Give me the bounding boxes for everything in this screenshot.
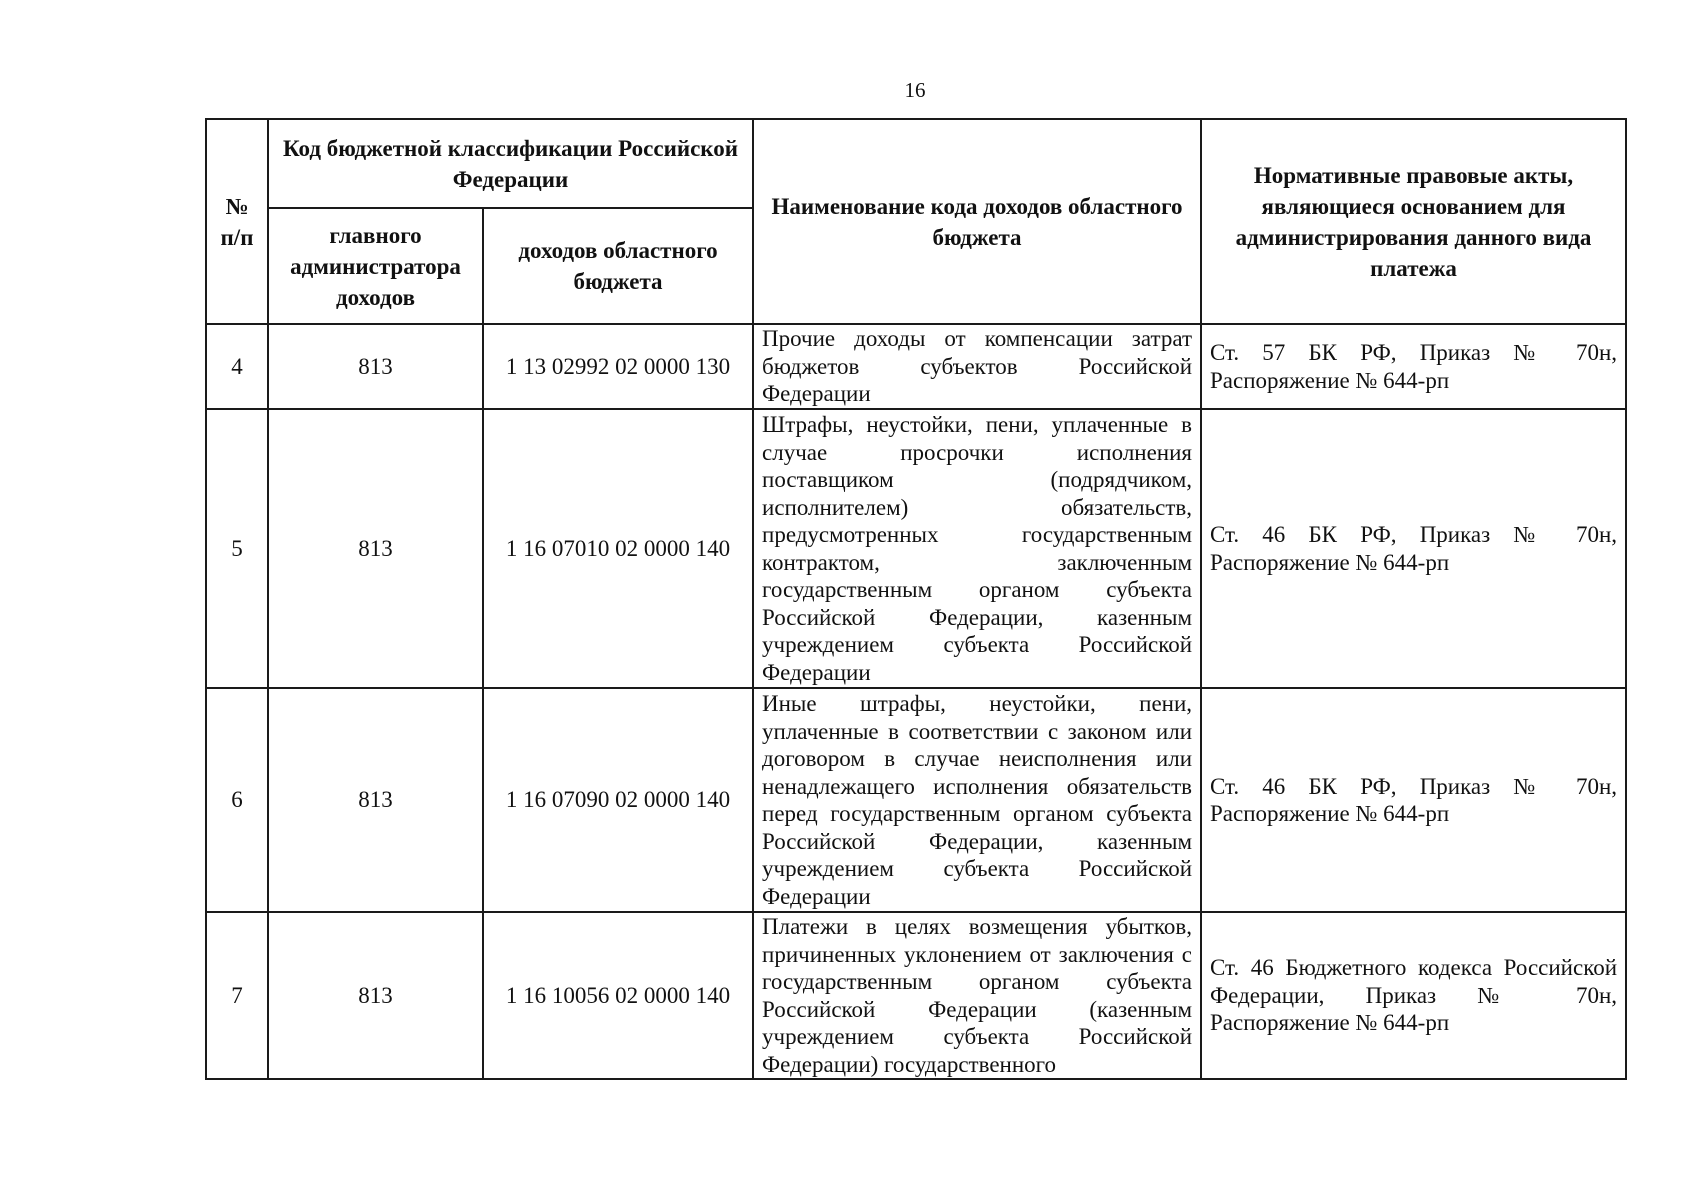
header-legal-acts: Нормативные правовые акты, являющиеся основанием для администрирования данного вида платежа (1201, 119, 1626, 324)
income-code: 1 16 10056 02 0000 140 (483, 912, 753, 1079)
income-name: Платежи в целях возмещения убытков, причиненных уклонением от заключения с государственным органом субъекта Российской Федерации (казенным учреждением субъекта Российской Федерации) государственного (753, 912, 1201, 1079)
row-number: 6 (206, 688, 268, 912)
income-code: 1 16 07090 02 0000 140 (483, 688, 753, 912)
income-name: Прочие доходы от компенсации затрат бюджетов субъектов Российской Федерации (753, 324, 1201, 409)
admin-code: 813 (268, 409, 483, 688)
legal-acts: Ст. 46 Бюджетного кодекса Российской Федерации, Приказ № 70н, Распоряжение № 644-рп (1201, 912, 1626, 1079)
row-number: 4 (206, 324, 268, 409)
income-name: Штрафы, неустойки, пени, уплаченные в случае просрочки исполнения поставщиком (подрядчиком, исполнителем) обязательств, предусмотренных государственным контрактом, заключенным государственным органом субъекта Российской Федерации, казенным учреждением субъекта Российской Федерации (753, 409, 1201, 688)
admin-code: 813 (268, 688, 483, 912)
header-regional-income-code: доходов областного бюджета (483, 208, 753, 324)
admin-code: 813 (268, 324, 483, 409)
legal-acts: Ст. 46 БК РФ, Приказ № 70н, Распоряжение № 644-рп (1201, 409, 1626, 688)
budget-classification-table (205, 118, 1627, 1080)
income-code: 1 13 02992 02 0000 130 (483, 324, 753, 409)
legal-acts: Ст. 57 БК РФ, Приказ № 70н, Распоряжение № 644-рп (1201, 324, 1626, 409)
table-row (206, 409, 1626, 688)
page-number: 16 (904, 78, 926, 102)
admin-code: 813 (268, 912, 483, 1079)
header-budget-code-group: Код бюджетной классификации Российской Федерации (268, 119, 753, 208)
table-row (206, 688, 1626, 912)
income-name: Иные штрафы, неустойки, пени, уплаченные в соответствии с законом или договором в случае неисполнения или ненадлежащего исполнения обязательств перед государственным органом субъекта Российской Федерации, казенным учреждением субъекта Российской Федерации (753, 688, 1201, 912)
income-code: 1 16 07010 02 0000 140 (483, 409, 753, 688)
row-number: 7 (206, 912, 268, 1079)
row-number: 5 (206, 409, 268, 688)
header-row-number: № п/п (206, 119, 268, 324)
header-main-administrator: главного администратора доходов (268, 208, 483, 324)
table-row (206, 324, 1626, 409)
header-income-name: Наименование кода доходов областного бюджета (753, 119, 1201, 324)
legal-acts: Ст. 46 БК РФ, Приказ № 70н, Распоряжение № 644-рп (1201, 688, 1626, 912)
table-row (206, 912, 1626, 1079)
